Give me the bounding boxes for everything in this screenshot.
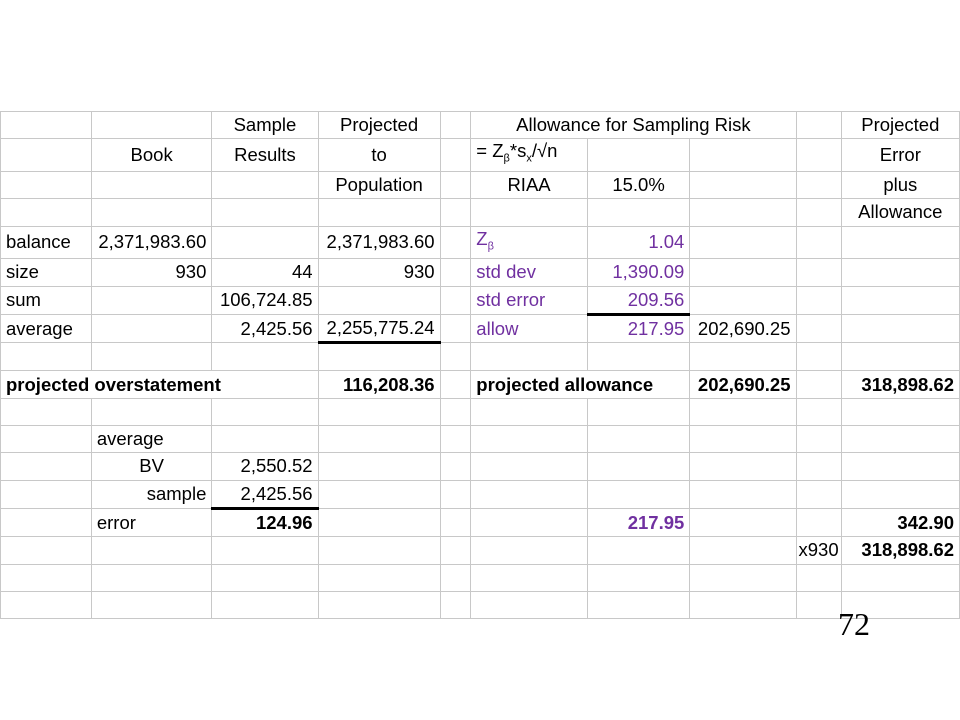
header-plus[interactable]: plus — [841, 171, 959, 198]
average-heading[interactable]: average — [91, 426, 212, 453]
x930-label[interactable]: x930 — [796, 537, 841, 564]
header-book[interactable]: Book — [91, 139, 212, 172]
row-blank-4 — [1, 591, 960, 618]
page-number: 72 — [838, 606, 870, 642]
header-row-4 — [1, 199, 960, 226]
balance-book[interactable]: 2,371,983.60 — [91, 226, 212, 259]
header-results[interactable]: Results — [212, 139, 318, 172]
formula-end: /√n — [531, 140, 558, 162]
average-label[interactable]: average — [1, 314, 92, 342]
header-population[interactable]: Population — [318, 171, 440, 198]
std-error-label[interactable]: std error — [471, 286, 587, 314]
row-average — [1, 314, 960, 342]
header-allowance[interactable]: Allowance — [841, 199, 959, 226]
std-dev-label[interactable]: std dev — [471, 259, 587, 286]
error-label[interactable]: error — [91, 508, 212, 536]
formula-prefix: = Z — [476, 140, 504, 162]
balance-projected[interactable]: 2,371,983.60 — [318, 226, 440, 259]
row-average-heading — [1, 426, 960, 453]
header-riaa[interactable]: RIAA — [471, 171, 587, 198]
header-to[interactable]: to — [318, 139, 440, 172]
sample-label[interactable]: sample — [91, 480, 212, 508]
bv-label[interactable]: BV — [91, 453, 212, 480]
header-projected-error[interactable]: Projected — [841, 112, 959, 139]
row-error — [1, 508, 960, 536]
std-error-value[interactable]: 209.56 — [587, 286, 690, 314]
error-allow[interactable]: 217.95 — [587, 508, 690, 536]
riaa-percent[interactable]: 15.0% — [587, 171, 690, 198]
formula-x: x — [526, 152, 532, 165]
row-projected — [1, 371, 960, 398]
z-beta-label[interactable] — [471, 226, 587, 259]
z-letter: Z — [476, 227, 488, 249]
allow-label[interactable]: allow — [471, 314, 587, 342]
header-projected[interactable]: Projected — [318, 112, 440, 139]
formula-mid: *s — [509, 140, 527, 162]
projected-overstatement-label[interactable]: projected overstatement — [1, 371, 319, 398]
header-formula[interactable] — [471, 139, 587, 172]
size-label[interactable]: size — [1, 259, 92, 286]
average-projected[interactable]: 2,255,775.24 — [318, 314, 440, 342]
allow-total[interactable]: 202,690.25 — [690, 314, 796, 342]
header-sample[interactable]: Sample — [212, 112, 318, 139]
header-row-2 — [1, 139, 960, 172]
header-row-3 — [1, 171, 960, 198]
row-sample — [1, 480, 960, 508]
size-book[interactable]: 930 — [91, 259, 212, 286]
x930-total[interactable]: 318,898.62 — [841, 537, 959, 564]
row-size — [1, 259, 960, 286]
z-beta-value[interactable]: 1.04 — [587, 226, 690, 259]
projected-overstatement-value[interactable]: 116,208.36 — [318, 371, 440, 398]
bv-value[interactable]: 2,550.52 — [212, 453, 318, 480]
balance-label[interactable]: balance — [1, 226, 92, 259]
std-dev-value[interactable]: 1,390.09 — [587, 259, 690, 286]
projected-allowance-value[interactable]: 202,690.25 — [690, 371, 796, 398]
header-error[interactable]: Error — [841, 139, 959, 172]
z-beta-sub: β — [487, 240, 494, 253]
row-blank-3 — [1, 564, 960, 591]
row-balance — [1, 226, 960, 259]
formula-beta: β — [503, 152, 510, 165]
average-sample[interactable]: 2,425.56 — [212, 314, 318, 342]
size-sample[interactable]: 44 — [212, 259, 318, 286]
row-x930 — [1, 537, 960, 564]
spreadsheet — [0, 111, 960, 619]
row-sum — [1, 286, 960, 314]
header-allowance-for-sampling-risk[interactable]: Allowance for Sampling Risk — [471, 112, 796, 139]
projected-total[interactable]: 318,898.62 — [841, 371, 959, 398]
error-value[interactable]: 124.96 — [212, 508, 318, 536]
row-bv — [1, 453, 960, 480]
sum-sample[interactable]: 106,724.85 — [212, 286, 318, 314]
size-projected[interactable]: 930 — [318, 259, 440, 286]
header-row-1 — [1, 112, 960, 139]
sample-value[interactable]: 2,425.56 — [212, 480, 318, 508]
row-blank-2 — [1, 398, 960, 425]
error-total[interactable]: 342.90 — [841, 508, 959, 536]
sum-label[interactable]: sum — [1, 286, 92, 314]
projected-allowance-label[interactable]: projected allowance — [471, 371, 690, 398]
allow-value[interactable]: 217.95 — [587, 314, 690, 342]
row-blank-1 — [1, 343, 960, 371]
